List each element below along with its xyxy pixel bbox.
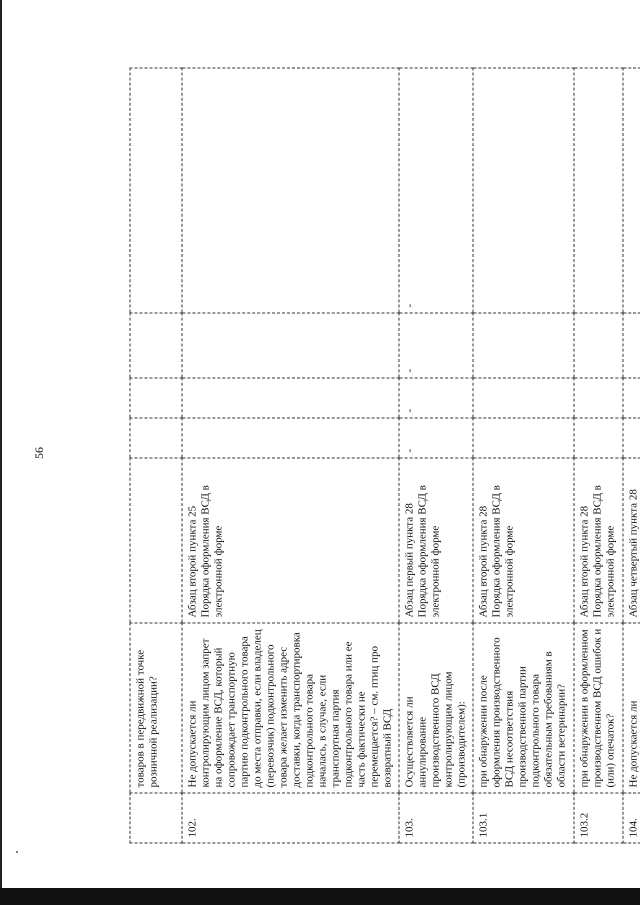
table-row bbox=[623, 68, 640, 843]
answer-no-cell: - bbox=[399, 378, 473, 418]
source-cell: Абзац второй пункта 25 Порядка оформления ВСД в электронной форме bbox=[182, 458, 399, 623]
source-cell bbox=[130, 458, 182, 623]
source-cell: Абзац четвертый пункта 28 bbox=[623, 458, 640, 623]
row-number-cell: 103.1 bbox=[473, 793, 574, 843]
source-cell: Абзац второй пункта 28 Порядка оформления ВСД в электронной форме bbox=[574, 458, 623, 623]
row-number-cell: 103.2 bbox=[574, 793, 623, 843]
scan-left-edge bbox=[0, 0, 2, 905]
scan-bottom-edge bbox=[0, 888, 640, 905]
answer-no-cell bbox=[130, 378, 182, 418]
answer-na-cell bbox=[182, 313, 399, 378]
question-cell: при обнаружении после оформления производственного ВСД несоответствия производственной партии подконтрольного товара обязательным требованиям в области ветеринарии? bbox=[473, 623, 574, 793]
answer-no-cell bbox=[182, 378, 399, 418]
comment-cell: - bbox=[399, 68, 473, 313]
checklist-table bbox=[129, 68, 640, 844]
answer-no-cell bbox=[574, 378, 623, 418]
comment-cell bbox=[473, 68, 574, 313]
row-number-cell: 104. bbox=[623, 793, 640, 843]
comment-cell bbox=[130, 68, 182, 313]
table-row bbox=[182, 68, 399, 843]
answer-na-cell bbox=[623, 313, 640, 378]
comment-cell bbox=[182, 68, 399, 313]
answer-yes-cell bbox=[473, 418, 574, 458]
answer-na-cell bbox=[130, 313, 182, 378]
row-number-cell bbox=[130, 793, 182, 843]
answer-no-cell bbox=[623, 378, 640, 418]
comment-cell bbox=[623, 68, 640, 313]
answer-no-cell bbox=[473, 378, 574, 418]
comment-cell bbox=[574, 68, 623, 313]
answer-yes-cell: - bbox=[399, 418, 473, 458]
answer-yes-cell bbox=[623, 418, 640, 458]
row-number-cell: 103. bbox=[399, 793, 473, 843]
source-cell: Абзац первый пункта 28 Порядка оформления ВСД в электронной форме bbox=[399, 458, 473, 623]
row-number-cell: 102. bbox=[182, 793, 399, 843]
question-cell: Не допускается ли контролирующим лицом запрет на оформление ВСД, который сопровождает транспортную партию подконтрольного товара до места отправки, если владелец (перевозчик) подконтрольного товара желает изменить адрес доставки, когда транспортировка подконтрольного товара началась, в случае, если транспортная партия подконтрольного товара или ее часть фактически не перемещается? – см. птиц про возвратный ВСД bbox=[182, 623, 399, 793]
table-row bbox=[130, 68, 182, 843]
source-cell: Абзац второй пункта 28 Порядка оформления ВСД в электронной форме bbox=[473, 458, 574, 623]
answer-na-cell: - bbox=[399, 313, 473, 378]
table-row bbox=[399, 68, 473, 843]
answer-yes-cell bbox=[182, 418, 399, 458]
question-cell: при обнаружении в оформленном производственном ВСД ошибок и (или) опечаток? bbox=[574, 623, 623, 793]
table-row bbox=[473, 68, 574, 843]
table-row bbox=[574, 68, 623, 843]
page-number: 56 bbox=[32, 447, 46, 459]
answer-yes-cell bbox=[130, 418, 182, 458]
question-cell: товаров в передвижной точке розничной реализации? bbox=[130, 623, 182, 793]
question-cell: Не допускается ли bbox=[623, 623, 640, 793]
question-cell: Осуществляется ли аннулирование производственного ВСД контролирующим лицом (производителем): bbox=[399, 623, 473, 793]
scan-speck bbox=[16, 851, 18, 853]
answer-na-cell bbox=[574, 313, 623, 378]
answer-na-cell bbox=[473, 313, 574, 378]
answer-yes-cell bbox=[574, 418, 623, 458]
rotated-table-frame bbox=[129, 69, 639, 844]
